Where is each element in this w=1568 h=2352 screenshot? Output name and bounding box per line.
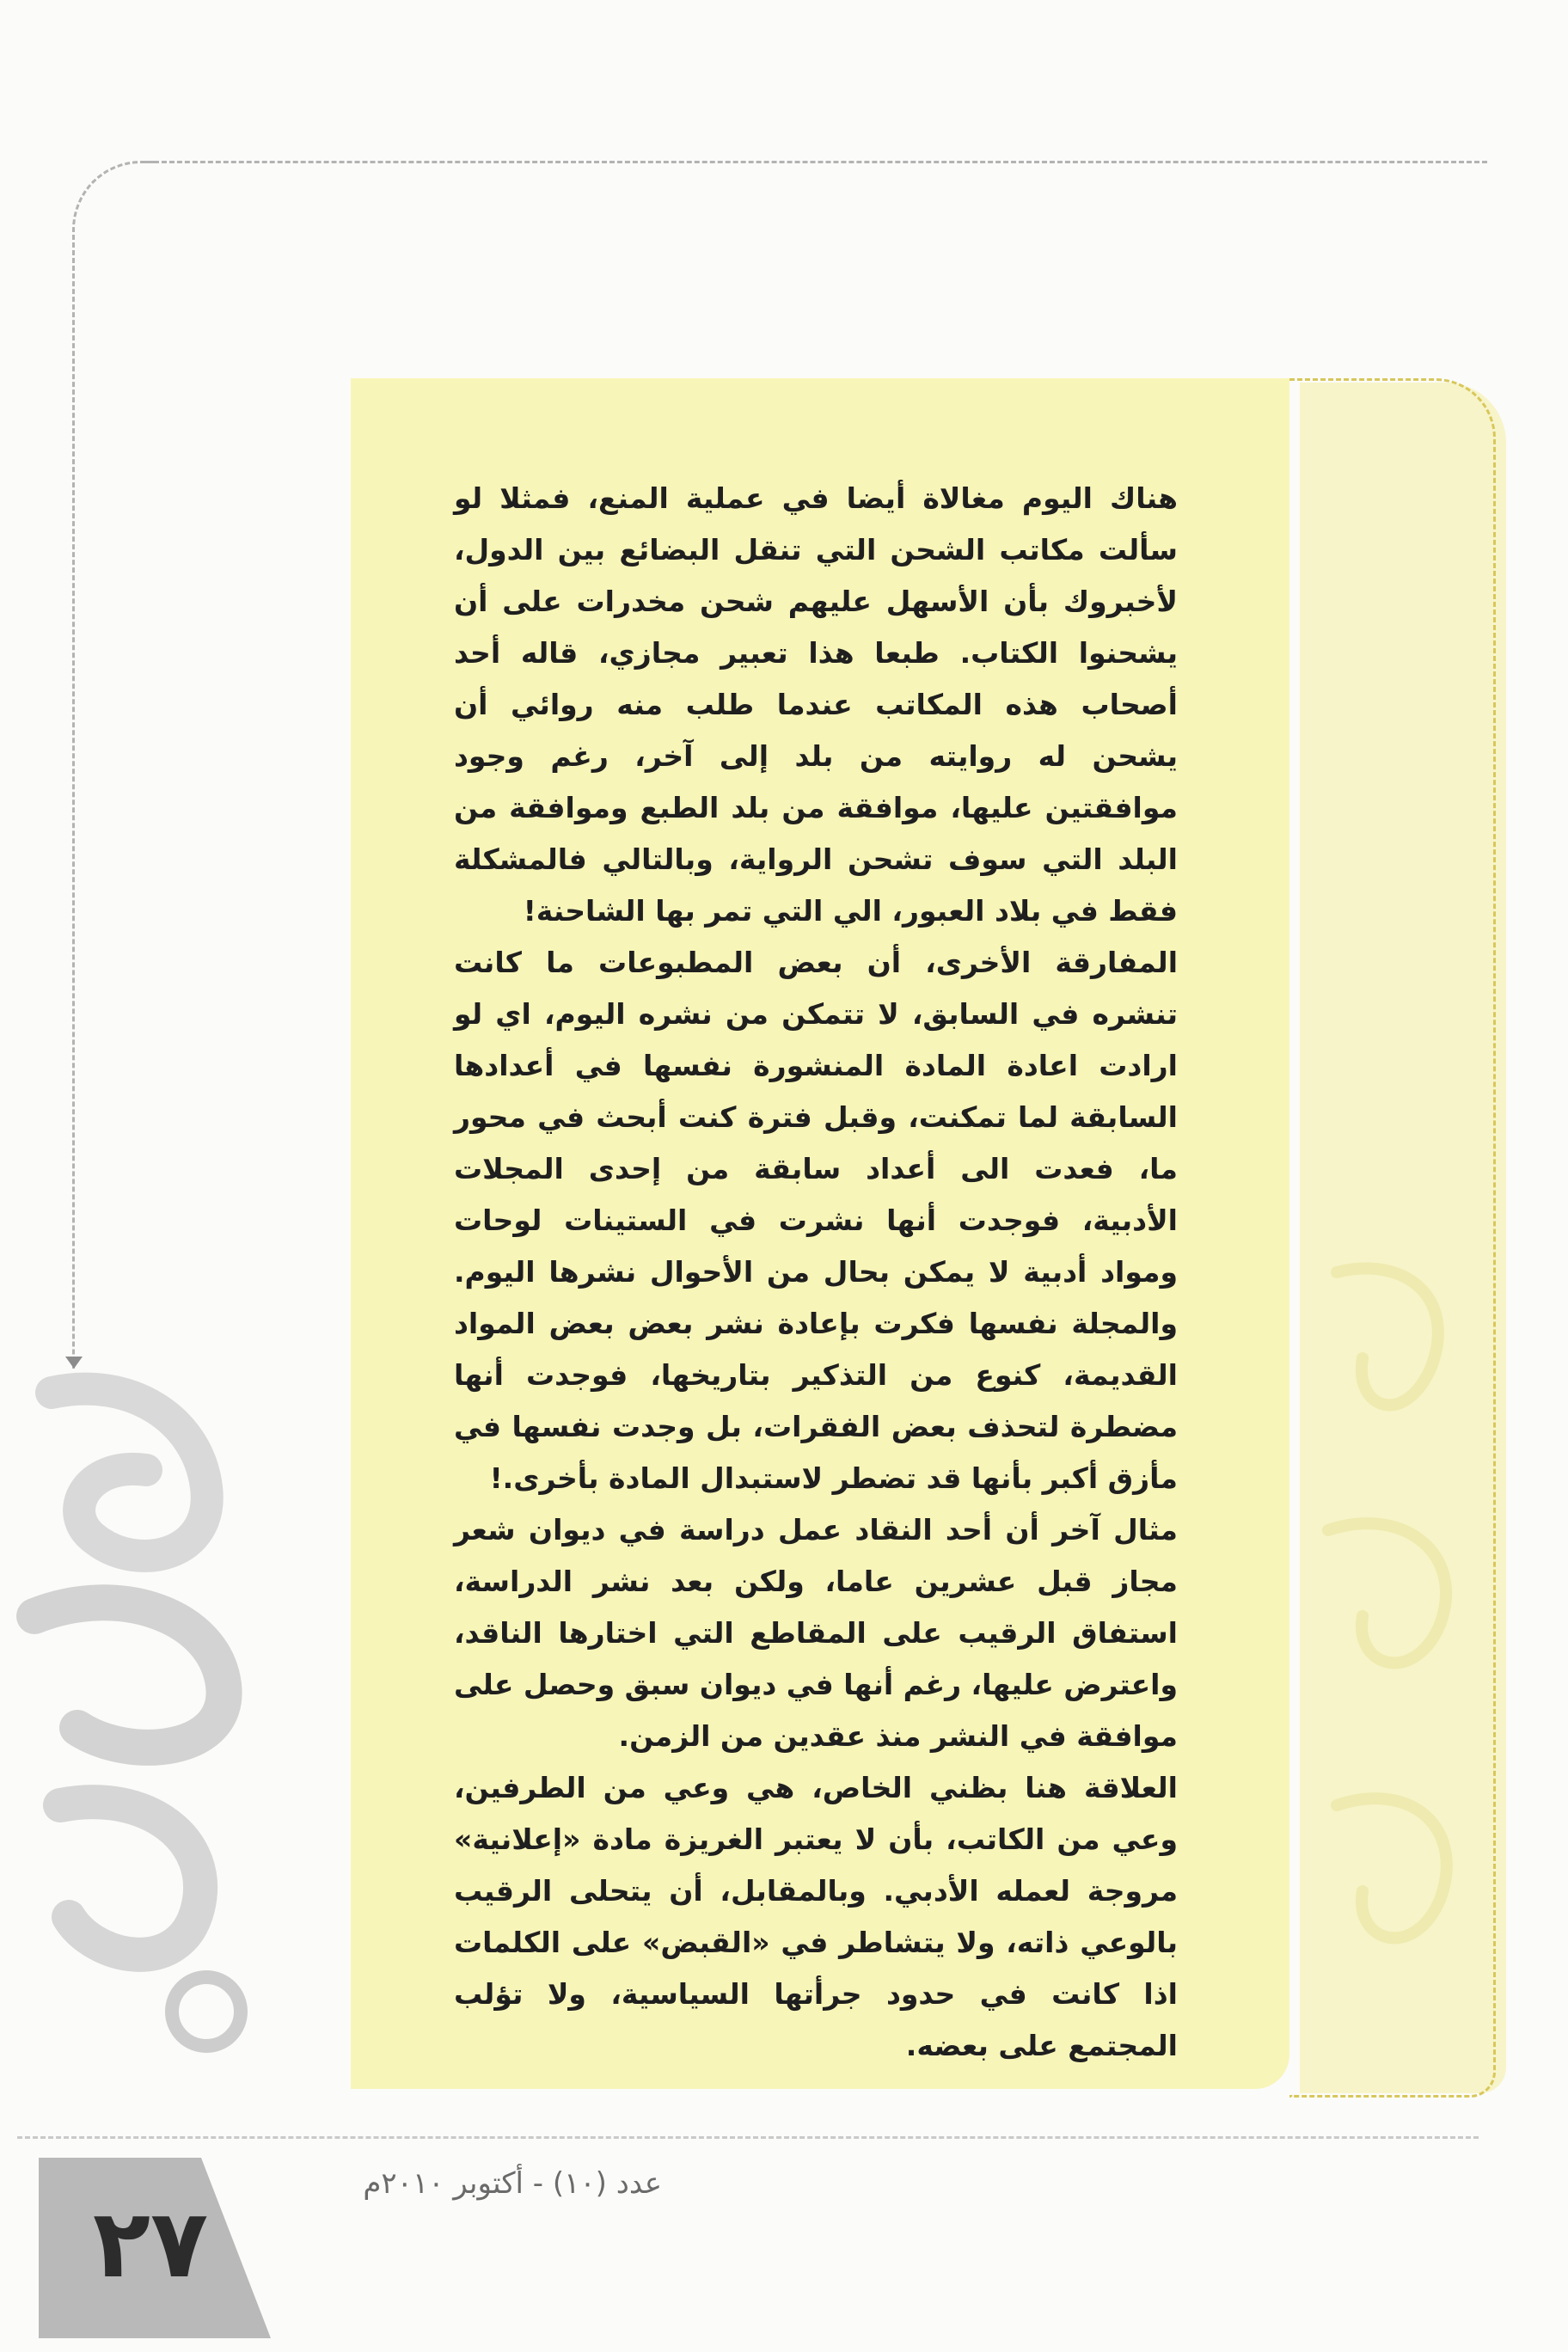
calligraphy-decoration	[0, 1358, 284, 2132]
article-text-box	[351, 378, 1289, 2089]
issue-line: عدد (١٠) - أكتوبر ٢٠١٠م	[363, 2166, 662, 2201]
article-paragraph: هناك اليوم مغالاة أيضا في عملية المنع، فمثلا لو سألت مكاتب الشحن التي تنقل البضائع بين الدول، لأخبروك بأن الأسهل عليهم شحن مخدرات على أن يشحنوا الكتاب. طبعا هذا تعبير مجازي، قاله أحد أصحاب هذه المكاتب عندما طلب منه روائي أن يشحن له روايته من بلد إلى آخر، رغم وجود موافقتين عليها، موافقة من بلد الطبع وموافقة من البلد التي سوف تشحن الرواية، وبالتالي فالمشكلة فقط في بلاد العبور، الي التي تمر بها الشاحنة!	[454, 481, 1178, 928]
article-paragraph: المفارقة الأخرى، أن بعض المطبوعات ما كانت تنشره في السابق، لا تتمكن من نشره اليوم، اي لو ارادت اعادة المادة المنشورة نفسها في أعدادها السابقة لما تمكنت، وقبل فترة كنت أبحث في محور ما، فعدت الى أعداد سابقة من إحدى المجلات الأدبية، فوجدت أنها نشرت في الستينات لوحات ومواد أدبية لا يمكن بحال من الأحوال نشرها اليوم. والمجلة نفسها فكرت بإعادة نشر بعض بعض المواد القديمة، كنوع من التذكير بتاريخها، فوجدت أنها مضطرة لتحذف بعض الفقرات، بل وجدت نفسها في مأزق أكبر بأنها قد تضطر لاستبدال المادة بأخرى.!	[454, 946, 1178, 1495]
article-paragraph: العلاقة هنا بظني الخاص، هي وعي من الطرفين، وعي من الكاتب، بأن لا يعتبر الغريزة مادة «إعلانية» مروجة لعمله الأدبي. وبالمقابل، أن يتحلى الرقيب بالوعي ذاته، ولا يتشاطر في «القبض» على الكلمات اذا كانت في حدود جرأتها السياسية، ولا تؤلب المجتمع على بعضه.	[454, 1771, 1178, 2062]
bottom-dashed-rule	[17, 2136, 1479, 2139]
top-dashed-rule	[146, 161, 1487, 163]
article-paragraph: مثال آخر أن أحد النقاد عمل دراسة في ديوان شعر مجاز قبل عشرين عاما، ولكن بعد نشر الدراسة، استفاق الرقيب على المقاطع التي اختارها الناقد، واعترض عليها، رغم أنها في ديوان سبق وحصل على موافقة في النشر منذ عقدين من الزمن.	[454, 1513, 1178, 1753]
watermark-decoration	[1302, 1221, 1491, 2080]
left-dashed-guide	[72, 161, 158, 1369]
page-number: ٢٧	[92, 2189, 209, 2299]
